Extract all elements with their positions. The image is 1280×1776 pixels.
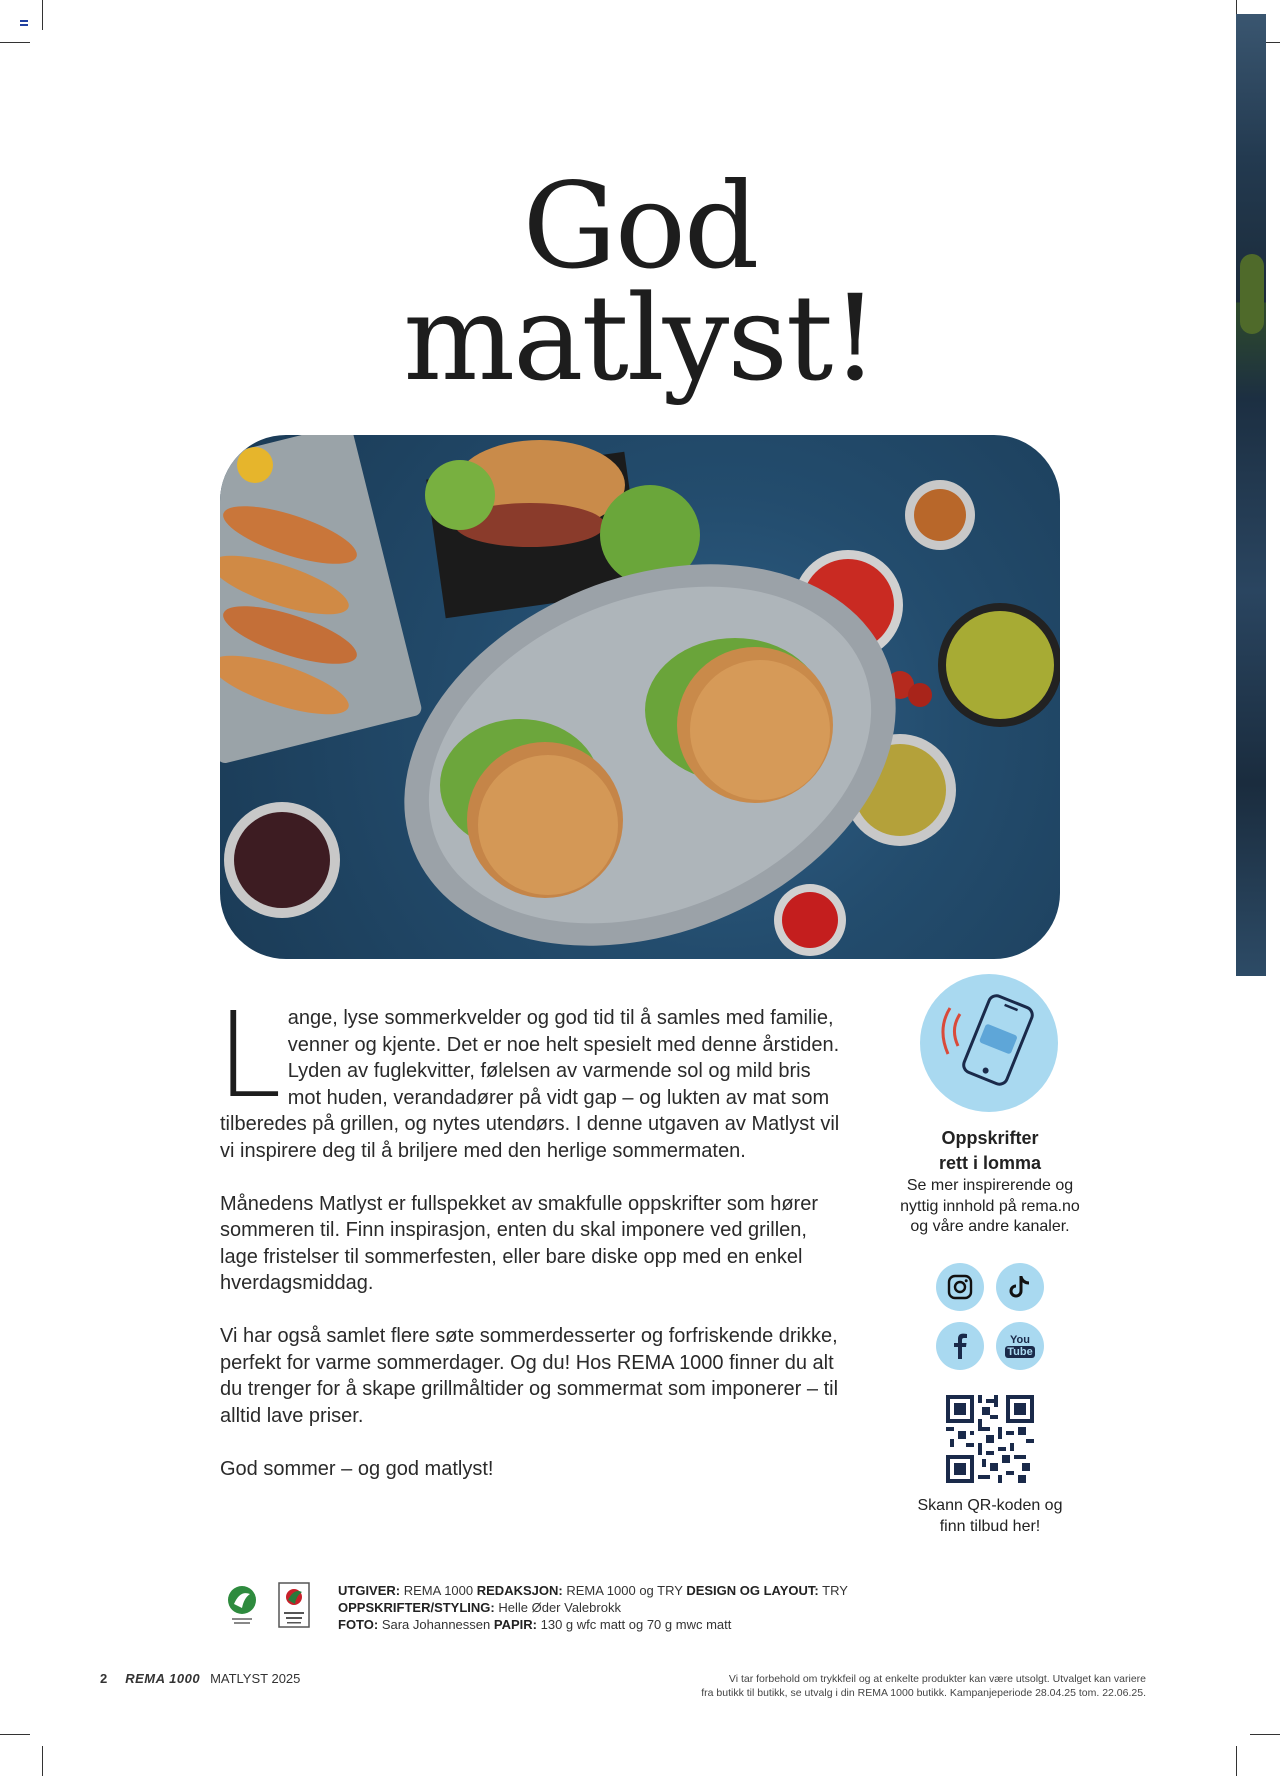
footer-left bbox=[100, 1671, 300, 1686]
svanemerket-logo bbox=[226, 1582, 258, 1628]
disclaimer: Vi tar forbehold om trykkfeil og at enkelte produkter kan være utsolgt. Utvalget kan variere fra butikk til butikk, se utvalg i din REMA 1000 butikk. Kampanjeperiode 28.04.25 tom. 22.06.25. bbox=[701, 1673, 1146, 1699]
next-page-photo-bleed bbox=[1236, 14, 1266, 976]
sidebar-title: Oppskrifter rett i lomma bbox=[938, 1128, 1042, 1173]
trykket-i-norge-logo bbox=[278, 1582, 310, 1628]
color-bar-icon bbox=[20, 20, 28, 26]
brand-logo: REMA 1000 bbox=[125, 1671, 201, 1686]
intro-text bbox=[216, 986, 840, 1509]
crop-mark bbox=[1236, 1746, 1237, 1776]
qr-code[interactable] bbox=[946, 1395, 1034, 1483]
title-line-2: matlyst! bbox=[403, 269, 877, 407]
instagram-icon[interactable] bbox=[936, 1263, 984, 1311]
phone-icon bbox=[920, 974, 1058, 1112]
publication-name: MATLYST 2025 bbox=[210, 1671, 301, 1686]
intro-paragraph-1: Lange, lyse sommerkvelder og god tid til å samles med familie, venner og kjente. Det er noe helt spesielt med denne årstiden. Lyden av fuglekvitter, følelsen av varmende sol og mild bris mot huden, verandadører på vidt gap – og lukten av mat som tilberedes på grillen, og nytes utendørs. I denne utgaven av Matlyst vil vi inspirere deg til å briljere med den herlige sommermaten. bbox=[216, 986, 840, 1162]
crop-mark bbox=[0, 42, 30, 43]
crop-mark bbox=[1250, 1734, 1280, 1735]
credits: UTGIVER: REMA 1000 REDAKSJON: REMA 1000 og TRY DESIGN OG LAYOUT: TRY OPPSKRIFTER/STYLING: Helle Øder Valebrokk FOTO: Sara Johannessen PAPIR: 130 g wfc matt og 70 g mwc matt bbox=[338, 1583, 848, 1632]
drop-cap: L bbox=[216, 986, 282, 1124]
crop-mark bbox=[0, 1734, 30, 1735]
intro-paragraph-3: Vi har også samlet flere søte sommerdesserter og forfriskende drikke, perfekt for varme sommerdager. Og du! Hos REMA 1000 finner du alt du trenger for å skape grillmåltider og sommermat som imponerer – til alltid lave priser. bbox=[220, 1325, 839, 1427]
hero-food-photo bbox=[220, 435, 1060, 959]
sidebar-text: Se mer inspirerende og nyttig innhold på rema.no og våre andre kanaler. bbox=[900, 1177, 1080, 1235]
facebook-icon[interactable] bbox=[936, 1322, 984, 1370]
page-title bbox=[0, 157, 1280, 407]
intro-paragraph-4: God sommer – og god matlyst! bbox=[220, 1457, 494, 1480]
crop-mark bbox=[42, 1746, 43, 1776]
youtube-label-top: You bbox=[1010, 1334, 1030, 1346]
page-number: 2 bbox=[100, 1671, 108, 1686]
tiktok-icon[interactable] bbox=[996, 1263, 1044, 1311]
title-line-1: God bbox=[522, 157, 758, 295]
crop-mark bbox=[42, 0, 43, 30]
qr-caption: Skann QR-koden og finn tilbud her! bbox=[917, 1497, 1063, 1535]
intro-paragraph-2: Månedens Matlyst er fullspekket av smakfulle oppskrifter som hører sommeren til. Finn inspirasjon, enten du skal imponere ved grillen, lage fristelser til sommerfesten, eller bare diske opp med en enkel hverdagsmiddag. bbox=[220, 1192, 818, 1294]
youtube-label-bottom: Tube bbox=[1007, 1346, 1033, 1358]
youtube-icon[interactable] bbox=[996, 1322, 1044, 1370]
